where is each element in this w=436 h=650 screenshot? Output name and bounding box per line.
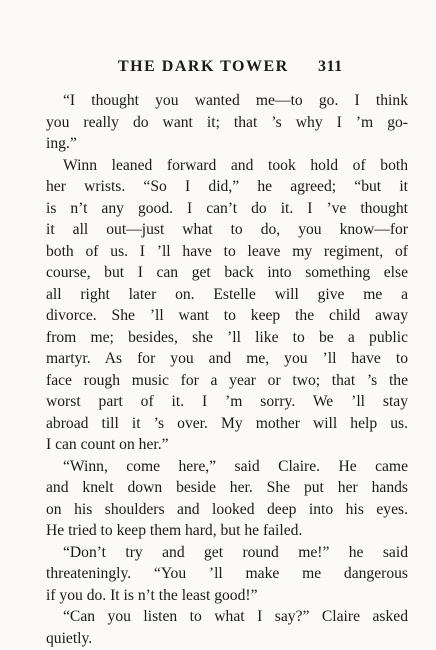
page-number: 311 bbox=[318, 58, 343, 75]
text-line: course, but I can get back into something else bbox=[46, 264, 408, 281]
text-line: “Winn, come here,” said Claire. He came bbox=[63, 457, 408, 475]
text-line: “I thought you wanted me—to go. I think bbox=[63, 92, 408, 109]
text-line: “Can you listen to what I say?” Claire asked bbox=[63, 608, 408, 625]
text-line: threateningly. “You ’ll make me dangerous bbox=[46, 565, 408, 582]
body-text bbox=[46, 90, 408, 649]
text-line: I can count on her.” bbox=[46, 436, 169, 453]
text-line: you really do want it; that ’s why I ’m go- bbox=[46, 113, 408, 131]
text-line: He tried to keep them hard, but he failed. bbox=[46, 522, 303, 539]
text-line: all right later on. Estelle will give me a bbox=[46, 285, 408, 303]
text-line: her wrists. “So I did,” he agreed; “but it bbox=[46, 178, 408, 195]
running-title: THE DARK TOWER bbox=[118, 58, 289, 75]
text-line: “Don’t try and get round me!” he said bbox=[63, 543, 408, 561]
text-line: it all out—just what to do, you know—for bbox=[46, 221, 408, 238]
text-line: divorce. She ’ll want to keep the child away bbox=[46, 307, 408, 324]
text-line: Winn leaned forward and took hold of both bbox=[63, 156, 408, 174]
text-line: abroad till it ’s over. My mother will help us. bbox=[46, 414, 408, 432]
text-line: ing.” bbox=[46, 135, 77, 152]
text-line: face rough music for a year or two; that ’s the bbox=[46, 371, 408, 389]
text-line: and knelt down beside her. She put her hands bbox=[46, 479, 408, 496]
text-line: both of us. I ’ll have to leave my regiment, of bbox=[46, 242, 408, 260]
text-line: is n’t any good. I can’t do it. I ’ve thought bbox=[46, 199, 408, 217]
text-line: if you do. It is n’t the least good!” bbox=[46, 586, 258, 604]
text-line: on his shoulders and looked deep into his eyes. bbox=[46, 500, 408, 518]
text-line: from me; besides, she ’ll like to be a public bbox=[46, 328, 408, 346]
text-line: worst part of it. I ’m sorry. We ’ll stay bbox=[46, 393, 408, 410]
text-line: quietly. bbox=[46, 629, 93, 647]
text-line: martyr. As for you and me, you ’ll have to bbox=[46, 350, 408, 367]
